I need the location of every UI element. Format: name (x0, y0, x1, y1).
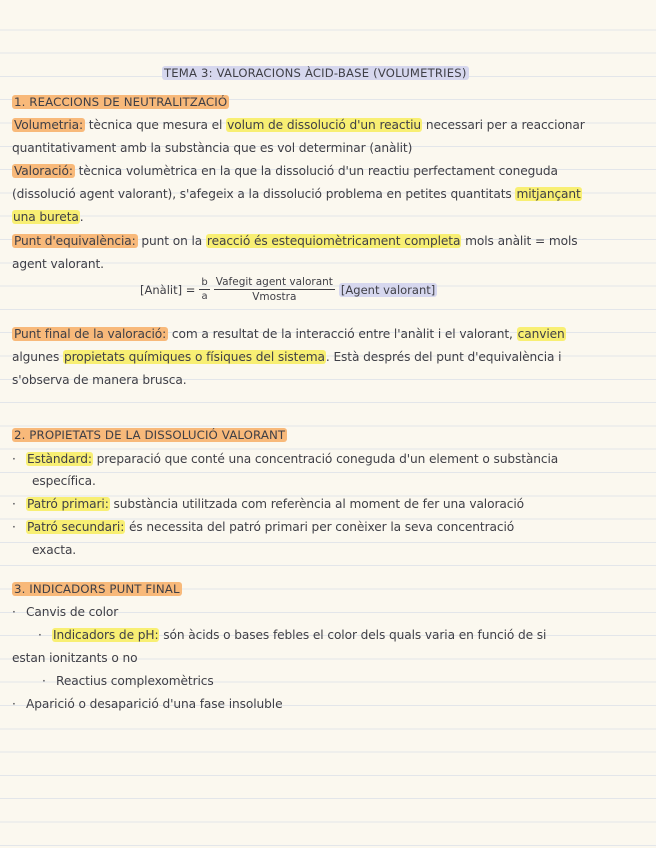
formula-numerator: Vafegit agent valorant (215, 276, 333, 288)
section-2-heading: 2. PROPIETATS DE LA DISSOLUCIÓ VALORANT (14, 428, 286, 442)
patro-primari-item: · Patró primari: substància utilitzada com referència al moment de fer una valoració (12, 497, 524, 511)
formula-ratio-den: a (201, 291, 208, 302)
bullet-icon: · (42, 674, 46, 688)
valoracio-line-3: una bureta. (13, 210, 84, 224)
canvis-color-item: · Canvis de color (12, 605, 119, 619)
formula-denominator: Vmostra (252, 291, 297, 303)
bullet-icon: · (12, 497, 16, 511)
volumetria-line-2: quantitativament amb la substància que es vol determinar (anàlit) (12, 141, 413, 155)
formula (140, 276, 437, 303)
bullet-icon: · (12, 605, 16, 619)
patro-secundari-item: · Patró secundari: és necessita del patró primari per conèixer la seva concentració (12, 520, 515, 534)
bullet-icon: · (12, 697, 16, 711)
formula-fraction (214, 276, 335, 303)
section-3-heading: 3. INDICADORS PUNT FINAL (14, 582, 180, 596)
valoracio-line: Valoració: tècnica volumètrica en la que la dissolució d'un reactiu perfectament coneguda (14, 164, 558, 178)
punt-final-line-2: algunes propietats químiques o físiques del sistema. Està després del punt d'equivalència i (12, 350, 562, 364)
estandard-item-cont: específica. (32, 474, 96, 488)
reactius-item: · Reactius complexomètrics (42, 674, 214, 688)
formula-left: [Anàlit] = (140, 282, 196, 297)
punt-equivalencia-line: Punt d'equivalència: punt on la reacció és estequiomètricament completa mols anàlit = mols (14, 234, 578, 248)
indicadors-ph-item: · Indicadors de pH: són àcids o bases febles el color dels quals varia en funció de si (38, 628, 547, 642)
patro-secundari-item-cont: exacta. (32, 543, 77, 557)
bullet-icon: · (12, 520, 16, 534)
bullet-icon: · (12, 452, 16, 466)
indicadors-ph-item-cont: estan ionitzants o no (12, 651, 138, 665)
valoracio-line-2: (dissolució agent valorant), s'afegeix a la dissolució problema en petites quantitats mitjançant (12, 187, 581, 201)
estandard-item: · Estàndard: preparació que conté una concentració coneguda d'un element o substància (12, 452, 559, 466)
fase-insoluble-item: · Aparició o desaparició d'una fase insoluble (12, 697, 283, 711)
punt-final-line: Punt final de la valoració: com a resultat de la interacció entre l'anàlit i el valorant, canvien (14, 327, 565, 341)
bullet-icon: · (38, 628, 42, 642)
formula-ratio (199, 277, 209, 302)
punt-final-line-3: s'observa de manera brusca. (12, 373, 187, 387)
formula-right: [Agent valorant] (340, 282, 436, 297)
formula-ratio-num: b (201, 277, 208, 288)
punt-equivalencia-line-2: agent valorant. (12, 257, 104, 271)
volumetria-line: Volumetria: tècnica que mesura el volum de dissolució d'un reactiu necessari per a reaccionar (14, 118, 585, 132)
section-1-heading: 1. REACCIONS DE NEUTRALITZACIÓ (14, 95, 228, 109)
page-title: TEMA 3: VALORACIONS ÀCID-BASE (VOLUMETRIES) (164, 66, 467, 80)
